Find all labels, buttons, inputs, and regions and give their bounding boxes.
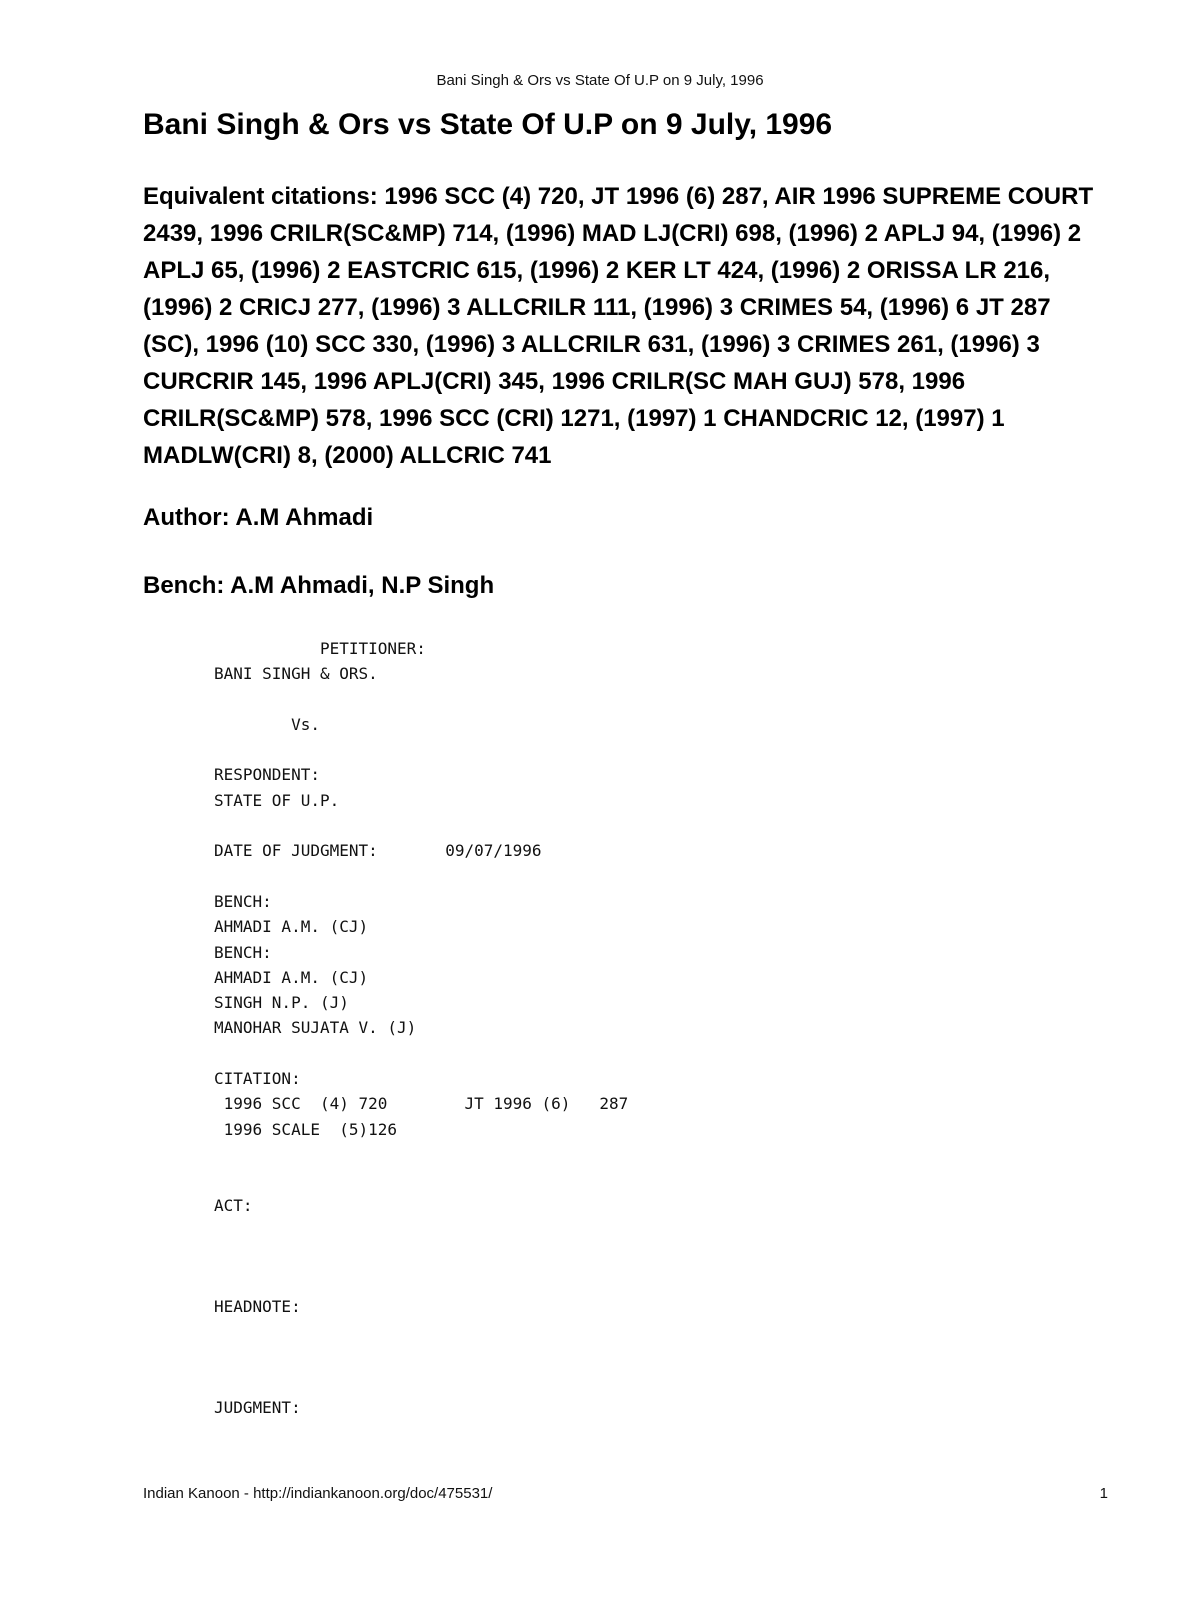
equivalent-citations: Equivalent citations: 1996 SCC (4) 720, JT 1996 (6) 287, AIR 1996 SUPREME COURT 2439, 1996 CRILR(SC&MP) 714, (1996) MAD LJ(CRI) 698, (1996) 2 APLJ 94, (1996) 2 APLJ 65, (1996) 2 EASTCRIC 615, (1996) 2 KER LT 424, (1996) 2 ORISSA LR 216, (1996) 2 CRICJ 277, (1996) 3 ALLCRILR 111, (1996) 3 CRIMES 54, (1996) 6 JT 287 (SC), 1996 (10) SCC 330, (1996) 3 ALLCRILR 631, (1996) 3 CRIMES 261, (1996) 3 CURCRIR 145, 1996 APLJ(CRI) 345, 1996 CRILR(SC MAH GUJ) 578, 1996 CRILR(SC&MP) 578, 1996 SCC (CRI) 1271, (1997) 1 CHANDCRIC 12, (1997) 1 MADLW(CRI) 8, (2000) ALLCRIC 741 [143, 183, 1094, 469]
running-header: Bani Singh & Ors vs State Of U.P on 9 July, 1996 [436, 72, 764, 89]
footer-source-link[interactable]: Indian Kanoon - http://indiankanoon.org/doc/475531/ [143, 1485, 493, 1502]
judgment-header-block: PETITIONER: BANI SINGH & ORS. Vs. RESPONDENT: STATE OF U.P. DATE OF JUDGMENT: 09/07/1996 BENCH: AHMADI A.M. (CJ) BENCH: AHMADI A.M. (CJ) SINGH N.P. (J) MANOHAR SUJATA V. (J) CITATION: 1996 SCC (4) 720 JT 1996 (6) 287 1996 SCALE (5)126 ACT: HEADNOTE: JUDGMENT: [214, 639, 629, 1417]
page-footer [143, 1484, 1108, 1504]
document-title: Bani Singh & Ors vs State Of U.P on 9 July, 1996 [143, 108, 833, 141]
author-line: Author: A.M Ahmadi [143, 504, 374, 531]
page-number: 1 [1099, 1485, 1108, 1502]
bench-line: Bench: A.M Ahmadi, N.P Singh [143, 572, 495, 599]
